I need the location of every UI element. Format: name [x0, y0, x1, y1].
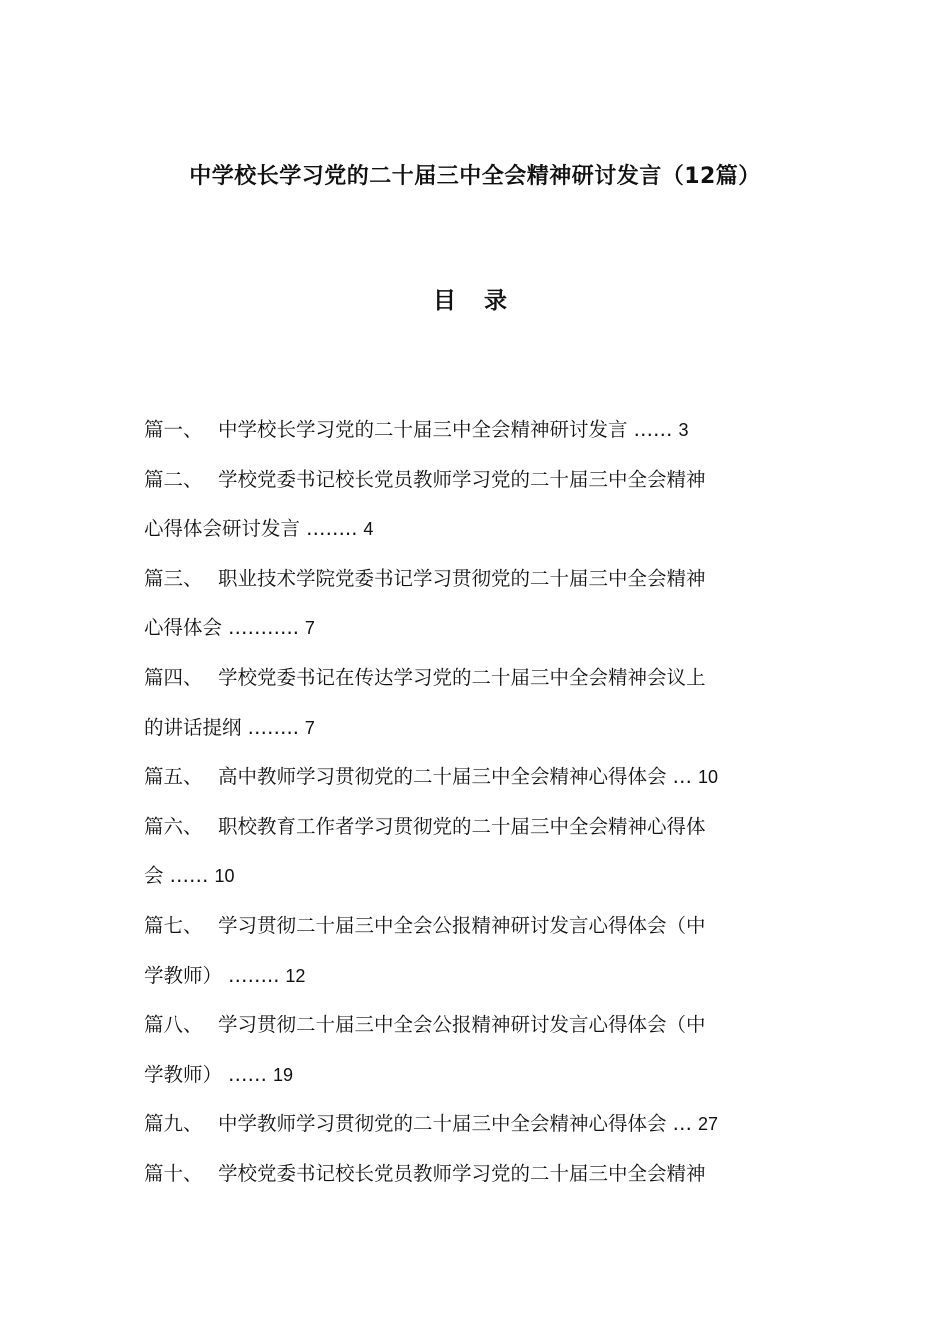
toc-entry-prefix: 篇一、 [144, 418, 203, 441]
toc-entry-title: 职校教育工作者学习贯彻党的二十届三中全会精神心得体 [218, 814, 706, 838]
toc-entry-leader: ……….. [228, 616, 299, 640]
toc-entry-title: 学习贯彻二十届三中全会公报精神研讨发言心得体会（中 [218, 1013, 706, 1037]
toc-entry-title: 学习贯彻二十届三中全会公报精神研讨发言心得体会（中 [218, 913, 706, 937]
document-title: 中学校长学习党的二十届三中全会精神研讨发言（12篇） [189, 164, 761, 189]
toc-entry-prefix: 篇九、 [144, 1112, 203, 1136]
toc-heading: 目 录 [432, 288, 517, 314]
toc-entry-page: 10 [698, 767, 719, 788]
toc-entry-title: 学校党委书记校长党员教师学习党的二十届三中全会精神 [218, 1161, 706, 1185]
toc-entry-leader: …….. [228, 963, 280, 987]
toc-entry-leader: …… [169, 864, 209, 888]
toc-entry-title: 会 [144, 864, 164, 888]
toc-entry-prefix: 篇五、 [144, 765, 203, 789]
toc-line[interactable] [144, 603, 794, 653]
toc-entry-title: 的讲话提纲 [144, 715, 242, 739]
toc-line[interactable] [144, 951, 794, 1001]
toc-entry-page: 7 [304, 618, 315, 639]
toc-line[interactable] [144, 1149, 794, 1199]
toc-entry-prefix: 篇二、 [144, 467, 203, 491]
toc-line[interactable] [144, 554, 794, 604]
toc-entry-title: 心得体会 [144, 616, 223, 640]
toc-entry-leader: …….. [306, 517, 358, 541]
toc-entry-page: 12 [285, 965, 306, 986]
toc-line[interactable] [144, 1000, 794, 1050]
table-of-contents [144, 405, 794, 1199]
toc-entry-title: 心得体会研讨发言 [144, 517, 301, 541]
toc-entry-page: 19 [273, 1064, 294, 1085]
toc-line[interactable] [144, 703, 794, 753]
toc-entry-page: 27 [698, 1114, 719, 1135]
toc-entry-prefix: 篇八、 [144, 1013, 203, 1037]
toc-entry-leader: …… [633, 418, 673, 441]
toc-entry-title: 高中教师学习贯彻党的二十届三中全会精神心得体会 [218, 765, 667, 789]
toc-entry-prefix: 篇十、 [144, 1161, 203, 1185]
toc-entry-page: 3 [678, 420, 689, 440]
toc-line[interactable] [144, 504, 794, 554]
toc-entry-leader: … [672, 765, 693, 789]
toc-entry-leader: …….. [247, 715, 299, 739]
toc-line[interactable] [144, 1050, 794, 1100]
toc-line[interactable] [144, 405, 794, 455]
toc-entry-page: 4 [363, 519, 374, 540]
toc-line[interactable] [144, 1099, 794, 1149]
toc-line[interactable] [144, 653, 794, 703]
toc-entry-title: 学教师） [144, 1062, 223, 1086]
toc-entry-prefix: 篇六、 [144, 814, 203, 838]
toc-entry-prefix: 篇三、 [144, 566, 203, 590]
toc-entry-leader: …… [228, 1062, 268, 1086]
toc-entry-page: 7 [304, 717, 315, 738]
toc-entry-page: 10 [214, 866, 235, 887]
toc-entry-prefix: 篇四、 [144, 665, 203, 689]
toc-line[interactable] [144, 901, 794, 951]
toc-entry-title: 学校党委书记在传达学习党的二十届三中全会精神会议上 [218, 665, 706, 689]
toc-entry-title: 中学教师学习贯彻党的二十届三中全会精神心得体会 [218, 1112, 667, 1136]
toc-entry-title: 学校党委书记校长党员教师学习党的二十届三中全会精神 [218, 467, 706, 491]
toc-line[interactable] [144, 851, 794, 901]
toc-line[interactable] [144, 802, 794, 852]
toc-entry-leader: … [672, 1112, 693, 1136]
toc-line[interactable] [144, 752, 794, 802]
toc-entry-title: 学教师） [144, 963, 223, 987]
toc-entry-prefix: 篇七、 [144, 913, 203, 937]
toc-line[interactable] [144, 455, 794, 505]
toc-entry-title: 职业技术学院党委书记学习贯彻党的二十届三中全会精神 [218, 566, 706, 590]
toc-entry-title: 中学校长学习党的二十届三中全会精神研讨发言 [218, 418, 628, 441]
